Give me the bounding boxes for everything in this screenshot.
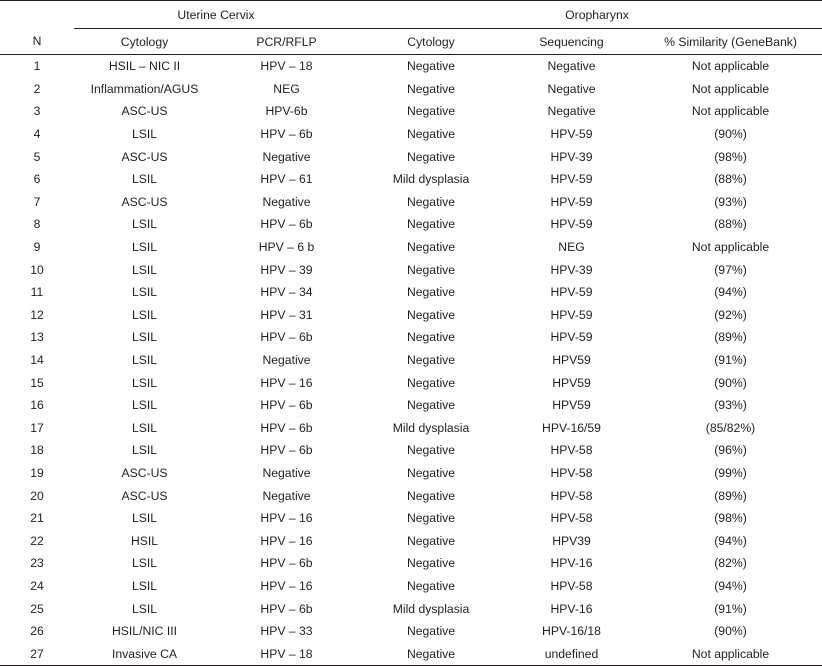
cell-oropharynx-cytology: Negative — [406, 443, 456, 458]
cell-n: 14 — [30, 353, 44, 368]
group-header-oropharynx: Oropharynx — [358, 1, 822, 29]
cell-oropharynx-cytology: Negative — [406, 149, 456, 164]
cell-pcr-rflp: HPV – 6b — [260, 601, 313, 616]
cell-pcr-rflp: NEG — [273, 81, 300, 96]
group-header-row — [0, 1, 822, 29]
cell-cervix-cytology: LSIL — [131, 375, 158, 390]
cell-n: 17 — [30, 420, 44, 435]
cell-cervix-cytology: LSIL — [131, 601, 158, 616]
cell-n: 19 — [30, 465, 44, 480]
cell-similarity: (94%) — [714, 285, 747, 300]
cell-similarity: (97%) — [714, 262, 747, 277]
cell-pcr-rflp: HPV – 6b — [260, 127, 313, 142]
cell-pcr-rflp: HPV – 6b — [260, 217, 313, 232]
table-row — [0, 191, 822, 214]
cell-sequencing: HPV-59 — [550, 307, 593, 322]
cell-pcr-rflp: HPV – 31 — [260, 307, 313, 322]
table-row — [0, 236, 822, 259]
cell-similarity: (89%) — [714, 488, 747, 503]
cell-sequencing: HPV-58 — [550, 578, 593, 593]
cell-similarity: (91%) — [714, 601, 747, 616]
cell-oropharynx-cytology: Negative — [406, 375, 456, 390]
cell-cervix-cytology: LSIL — [131, 353, 158, 368]
table-row — [0, 394, 822, 417]
cell-similarity: (91%) — [714, 353, 747, 368]
cell-cervix-cytology: ASC-US — [121, 194, 168, 209]
cell-oropharynx-cytology: Negative — [406, 285, 456, 300]
cell-sequencing: HPV59 — [552, 375, 591, 390]
cell-oropharynx-cytology: Negative — [406, 127, 456, 142]
cell-cervix-cytology: LSIL — [131, 511, 158, 526]
cell-pcr-rflp: HPV – 33 — [260, 624, 313, 639]
cell-n: 6 — [33, 172, 41, 187]
cell-n: 13 — [30, 330, 44, 345]
cell-n: 5 — [33, 149, 41, 164]
cell-cervix-cytology: LSIL — [131, 172, 158, 187]
cell-oropharynx-cytology: Negative — [406, 465, 456, 480]
cell-similarity: (99%) — [714, 465, 747, 480]
cell-n: 7 — [33, 194, 41, 209]
cell-pcr-rflp: HPV – 16 — [260, 375, 313, 390]
cell-similarity: (90%) — [714, 375, 747, 390]
cell-sequencing: HPV59 — [552, 398, 591, 413]
cell-pcr-rflp: HPV – 6b — [260, 330, 313, 345]
column-header-oropharynx-cytology: Cytology — [358, 29, 504, 55]
cell-oropharynx-cytology: Negative — [406, 330, 456, 345]
cell-cervix-cytology: ASC-US — [121, 149, 168, 164]
cell-sequencing: HPV-59 — [550, 172, 593, 187]
cell-oropharynx-cytology: Negative — [406, 81, 456, 96]
table-row — [0, 281, 822, 304]
cell-sequencing: HPV-59 — [550, 217, 593, 232]
cell-sequencing: undefined — [504, 642, 639, 665]
cell-oropharynx-cytology: Negative — [358, 642, 504, 665]
cell-n: 18 — [30, 443, 44, 458]
cell-cervix-cytology: LSIL — [131, 556, 158, 571]
cell-pcr-rflp: HPV – 18 — [260, 59, 313, 74]
table-row — [0, 597, 822, 620]
cell-pcr-rflp: HPV – 61 — [260, 172, 313, 187]
column-header-sequencing: Sequencing — [504, 29, 639, 55]
cell-n: 27 — [0, 642, 74, 665]
cell-cervix-cytology: LSIL — [131, 262, 158, 277]
cell-oropharynx-cytology: Negative — [406, 59, 456, 74]
cell-sequencing: HPV-58 — [550, 465, 593, 480]
cell-oropharynx-cytology: Negative — [406, 104, 456, 119]
cell-sequencing: Negative — [547, 81, 596, 96]
cell-pcr-rflp: HPV – 6b — [260, 398, 313, 413]
cell-oropharynx-cytology: Negative — [406, 578, 456, 593]
cell-cervix-cytology: LSIL — [131, 420, 158, 435]
cell-cervix-cytology: LSIL — [131, 217, 158, 232]
cell-similarity: (88%) — [714, 172, 747, 187]
cell-similarity: Not applicable — [691, 81, 770, 96]
cell-similarity: Not applicable — [639, 642, 822, 665]
cell-pcr-rflp: Negative — [262, 465, 311, 480]
cell-pcr-rflp: Negative — [262, 488, 311, 503]
group-header-uterine-cervix: Uterine Cervix — [74, 1, 358, 29]
column-header-cervix-cytology: Cytology — [74, 29, 215, 55]
table-row — [0, 100, 822, 123]
cell-similarity: (96%) — [714, 443, 747, 458]
cell-similarity: Not applicable — [691, 240, 770, 255]
column-header-n: N — [0, 29, 74, 55]
cell-cervix-cytology: HSIL/NIC III — [111, 624, 177, 639]
cell-pcr-rflp: HPV – 34 — [260, 285, 313, 300]
cell-pcr-rflp: Negative — [262, 149, 311, 164]
cell-cervix-cytology: ASC-US — [121, 104, 168, 119]
cell-sequencing: HPV-16 — [550, 601, 593, 616]
cell-pcr-rflp: HPV – 39 — [260, 262, 313, 277]
cell-n: 12 — [30, 307, 44, 322]
cell-pcr-rflp: HPV – 6 b — [258, 240, 315, 255]
cell-pcr-rflp: Negative — [262, 353, 311, 368]
cell-oropharynx-cytology: Negative — [406, 556, 456, 571]
table-row — [0, 168, 822, 191]
table-row — [0, 213, 822, 236]
cell-n: 4 — [33, 127, 41, 142]
table-row — [0, 484, 822, 507]
cell-cervix-cytology: HSIL — [130, 533, 159, 548]
table-row — [0, 642, 822, 665]
cell-sequencing: HPV-59 — [550, 194, 593, 209]
cell-oropharynx-cytology: Mild dysplasia — [392, 420, 470, 435]
cell-sequencing: HPV-16/59 — [542, 420, 601, 435]
cell-n: 15 — [30, 375, 44, 390]
column-header-row — [0, 29, 822, 55]
cell-similarity: (90%) — [714, 624, 747, 639]
cell-oropharynx-cytology: Negative — [406, 624, 456, 639]
cell-n: 25 — [30, 601, 44, 616]
cell-similarity: (85/82%) — [705, 420, 756, 435]
table-row — [0, 55, 822, 78]
cell-sequencing: HPV-59 — [550, 127, 593, 142]
group-spacer — [0, 1, 74, 29]
table-row — [0, 371, 822, 394]
table-row — [0, 326, 822, 349]
cell-pcr-rflp: Negative — [262, 194, 311, 209]
column-header-similarity: % Similarity (GeneBank) — [639, 29, 822, 55]
table-row — [0, 145, 822, 168]
cell-pcr-rflp: HPV-6b — [265, 104, 308, 119]
cell-similarity: (90%) — [714, 127, 747, 142]
cell-n: 10 — [30, 262, 44, 277]
cell-n: 3 — [33, 104, 41, 119]
cell-cervix-cytology: Invasive CA — [74, 642, 215, 665]
cell-cervix-cytology: LSIL — [131, 127, 158, 142]
table-row — [0, 78, 822, 101]
cell-cervix-cytology: LSIL — [131, 578, 158, 593]
cell-sequencing: Negative — [547, 104, 596, 119]
table-row — [0, 552, 822, 575]
cell-oropharynx-cytology: Negative — [406, 533, 456, 548]
cell-similarity: (92%) — [714, 307, 747, 322]
cell-oropharynx-cytology: Mild dysplasia — [392, 601, 470, 616]
cell-pcr-rflp: HPV – 16 — [260, 578, 313, 593]
cell-oropharynx-cytology: Negative — [406, 353, 456, 368]
column-header-pcr-rflp: PCR/RFLP — [215, 29, 358, 55]
cell-similarity: (98%) — [714, 511, 747, 526]
table-header — [0, 1, 822, 55]
cell-oropharynx-cytology: Negative — [406, 488, 456, 503]
cell-pcr-rflp: HPV – 16 — [260, 533, 313, 548]
cell-sequencing: HPV-39 — [550, 262, 593, 277]
cell-oropharynx-cytology: Negative — [406, 398, 456, 413]
cell-similarity: (98%) — [714, 149, 747, 164]
cell-n: 11 — [30, 285, 44, 300]
cell-n: 22 — [30, 533, 44, 548]
cell-oropharynx-cytology: Negative — [406, 217, 456, 232]
cell-sequencing: HPV-59 — [550, 285, 593, 300]
cell-similarity: Not applicable — [691, 104, 770, 119]
table-row — [0, 304, 822, 327]
cell-sequencing: HPV-16 — [550, 556, 593, 571]
cell-cervix-cytology: LSIL — [131, 307, 158, 322]
cell-sequencing: Negative — [547, 59, 596, 74]
cell-sequencing: HPV-39 — [550, 149, 593, 164]
cell-similarity: (82%) — [714, 556, 747, 571]
cell-similarity: Not applicable — [691, 59, 770, 74]
cell-pcr-rflp: HPV – 6b — [260, 420, 313, 435]
cell-sequencing: NEG — [558, 240, 585, 255]
cell-cervix-cytology: Inflammation/AGUS — [90, 81, 199, 96]
cell-pcr-rflp: HPV – 6b — [260, 556, 313, 571]
cell-n: 24 — [30, 578, 44, 593]
cell-n: 21 — [30, 511, 44, 526]
cell-sequencing: HPV-16/18 — [542, 624, 601, 639]
cell-cervix-cytology: ASC-US — [121, 488, 168, 503]
cell-oropharynx-cytology: Negative — [406, 511, 456, 526]
cell-sequencing: HPV-58 — [550, 488, 593, 503]
table-row — [0, 258, 822, 281]
cell-cervix-cytology: LSIL — [131, 240, 158, 255]
table-row — [0, 439, 822, 462]
cell-cervix-cytology: LSIL — [131, 398, 158, 413]
cell-n: 23 — [30, 556, 44, 571]
cell-cervix-cytology: HSIL – NIC II — [108, 59, 181, 74]
cell-cervix-cytology: LSIL — [131, 330, 158, 345]
cell-sequencing: HPV39 — [552, 533, 591, 548]
cell-similarity: (94%) — [714, 533, 747, 548]
table-row — [0, 620, 822, 643]
table-row — [0, 507, 822, 530]
cell-n: 2 — [33, 81, 41, 96]
cell-similarity: (94%) — [714, 578, 747, 593]
table-row — [0, 349, 822, 372]
cell-n: 9 — [33, 240, 41, 255]
table-row — [0, 123, 822, 146]
table-row — [0, 529, 822, 552]
cell-sequencing: HPV-58 — [550, 511, 593, 526]
cell-cervix-cytology: LSIL — [131, 285, 158, 300]
cell-oropharynx-cytology: Negative — [406, 194, 456, 209]
cell-n: 8 — [33, 217, 41, 232]
cell-oropharynx-cytology: Negative — [406, 240, 456, 255]
cell-pcr-rflp: HPV – 18 — [215, 642, 358, 665]
cell-similarity: (93%) — [714, 398, 747, 413]
table-body — [0, 55, 822, 666]
table-row — [0, 462, 822, 485]
cell-oropharynx-cytology: Negative — [406, 307, 456, 322]
cell-n: 20 — [30, 488, 44, 503]
cell-n: 1 — [33, 59, 41, 74]
cell-sequencing: HPV-58 — [550, 443, 593, 458]
cell-n: 16 — [30, 398, 44, 413]
table-row — [0, 575, 822, 598]
cell-cervix-cytology: LSIL — [131, 443, 158, 458]
cell-similarity: (93%) — [714, 194, 747, 209]
table-row — [0, 417, 822, 440]
cell-similarity: (88%) — [714, 217, 747, 232]
cell-sequencing: HPV-59 — [550, 330, 593, 345]
cell-pcr-rflp: HPV – 16 — [260, 511, 313, 526]
cell-n: 26 — [30, 624, 44, 639]
cell-oropharynx-cytology: Mild dysplasia — [392, 172, 470, 187]
cell-pcr-rflp: HPV – 6b — [260, 443, 313, 458]
cell-oropharynx-cytology: Negative — [406, 262, 456, 277]
cell-similarity: (89%) — [714, 330, 747, 345]
cell-cervix-cytology: ASC-US — [121, 465, 168, 480]
cell-sequencing: HPV59 — [552, 353, 591, 368]
